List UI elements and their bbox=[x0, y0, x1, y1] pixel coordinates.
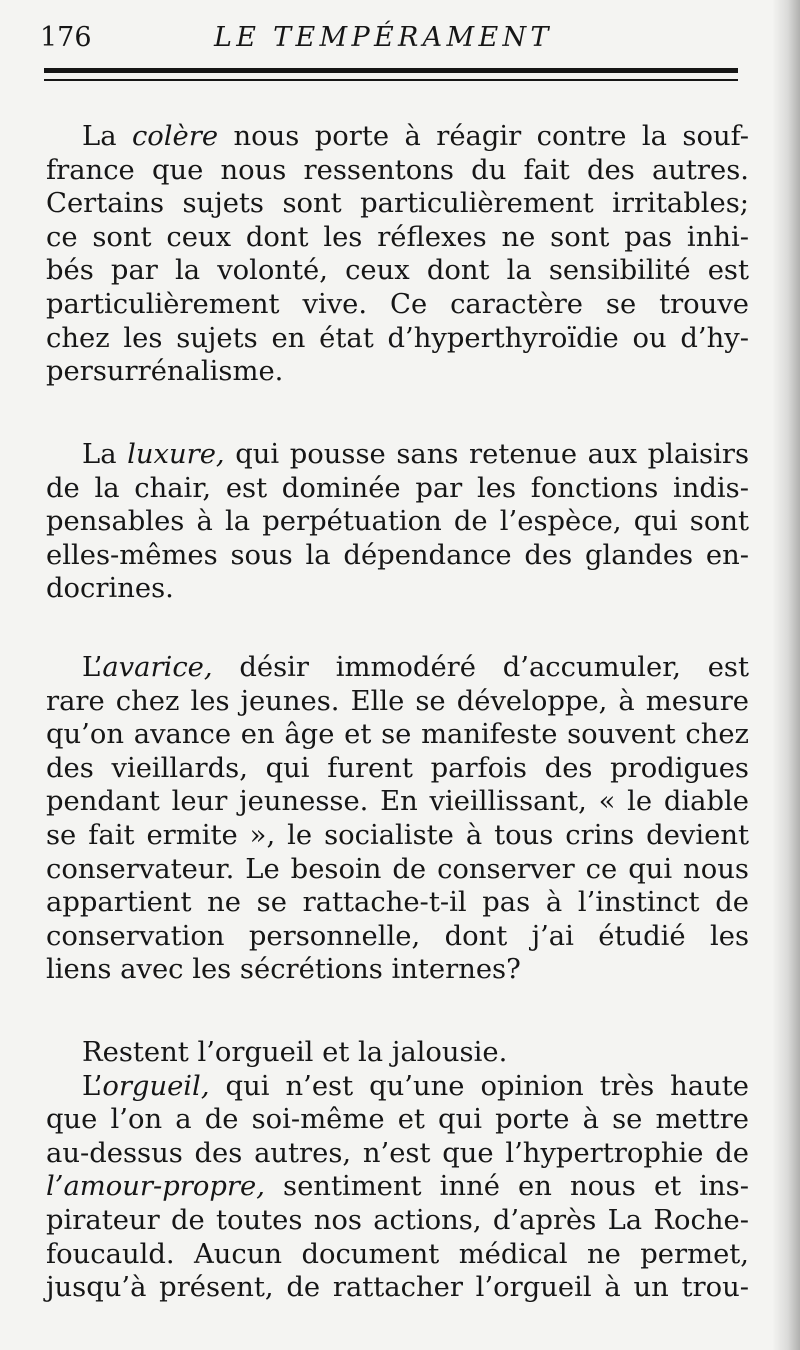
text-line: La colère nous porte à réagir contre la souf- bbox=[82, 121, 750, 152]
text-line: L’avarice, désir immodéré d’accumuler, est bbox=[82, 652, 749, 683]
text-line: bés par la volonté, ceux dont la sensibilité est bbox=[46, 255, 749, 287]
emphasis-term: colère bbox=[131, 121, 219, 152]
running-title: LE TEMPÉRAMENT bbox=[214, 22, 553, 53]
text-line: ce sont ceux dont les réflexes ne sont pas inhi- bbox=[46, 221, 749, 253]
text-line: jusqu’à présent, de rattacher l’orgueil à un trou- bbox=[46, 1272, 749, 1304]
text-line: au-dessus des autres, n’est que l’hypertrophie de bbox=[46, 1137, 749, 1169]
text-line: pendant leur jeunesse. En vieillissant, « le diable bbox=[46, 786, 749, 818]
paragraph-avarice bbox=[46, 651, 749, 987]
text-line: Restent l’orgueil et la jalousie. bbox=[82, 1037, 508, 1068]
text-line: appartient ne se rattache-t-il pas à l’instinct de bbox=[46, 887, 749, 919]
emphasis-term: luxure, bbox=[127, 439, 225, 470]
text-line: L’orgueil, qui n’est qu’une opinion très haute bbox=[82, 1070, 749, 1102]
text-line: france que nous ressentons du fait des autres. bbox=[46, 154, 749, 186]
text-line: rare chez les jeunes. Elle se développe, à mesure bbox=[46, 685, 749, 717]
text-line: liens avec les sécrétions internes? bbox=[46, 954, 521, 986]
paragraph-orgueil bbox=[46, 1036, 749, 1305]
text-line: des vieillards, qui furent parfois des prodigues bbox=[46, 752, 749, 784]
text-line: conservation personnelle, dont j’ai étudié les bbox=[46, 920, 749, 952]
text-line: persurrénalisme. bbox=[46, 356, 284, 388]
text-line: foucauld. Aucun document médical ne permet, bbox=[46, 1238, 749, 1270]
text-line: de la chair, est dominée par les fonctions indis- bbox=[46, 472, 749, 504]
page-header bbox=[40, 20, 740, 56]
header-rule-thin bbox=[44, 79, 738, 81]
paragraph-luxure bbox=[46, 438, 749, 606]
text-line: conservateur. Le besoin de conserver ce qui nous bbox=[46, 853, 749, 885]
text-line: qu’on avance en âge et se manifeste souvent chez bbox=[46, 719, 749, 751]
text-line: docrines. bbox=[46, 573, 174, 605]
text-line: elles-mêmes sous la dépendance des glandes en- bbox=[46, 539, 749, 571]
text-line: Certains sujets sont particulièrement irritables; bbox=[46, 188, 749, 220]
text-line: pensables à la perpétuation de l’espèce, qui sont bbox=[46, 506, 749, 538]
page-edge-shadow bbox=[772, 0, 800, 1350]
text-line: que l’on a de soi-même et qui porte à se mettre bbox=[46, 1104, 749, 1136]
text-line: l’amour-propre, sentiment inné en nous et ins- bbox=[46, 1171, 749, 1203]
text-line: pirateur de toutes nos actions, d’après La Roche- bbox=[46, 1204, 749, 1236]
header-rule-thick bbox=[44, 68, 738, 73]
emphasis-term: orgueil, bbox=[102, 1070, 210, 1102]
page-number: 176 bbox=[40, 22, 92, 53]
text-line: se fait ermite », le socialiste à tous crins devient bbox=[46, 819, 749, 851]
paragraph-colere bbox=[46, 120, 749, 389]
text-line: particulièrement vive. Ce caractère se trouve bbox=[46, 288, 749, 320]
text-line: chez les sujets en état d’hyperthyroïdie ou d’hy- bbox=[46, 322, 749, 354]
emphasis-term: l’amour-propre, bbox=[46, 1171, 265, 1203]
text-line: La luxure, qui pousse sans retenue aux plaisirs bbox=[82, 439, 749, 470]
emphasis-term: avarice, bbox=[102, 652, 213, 683]
